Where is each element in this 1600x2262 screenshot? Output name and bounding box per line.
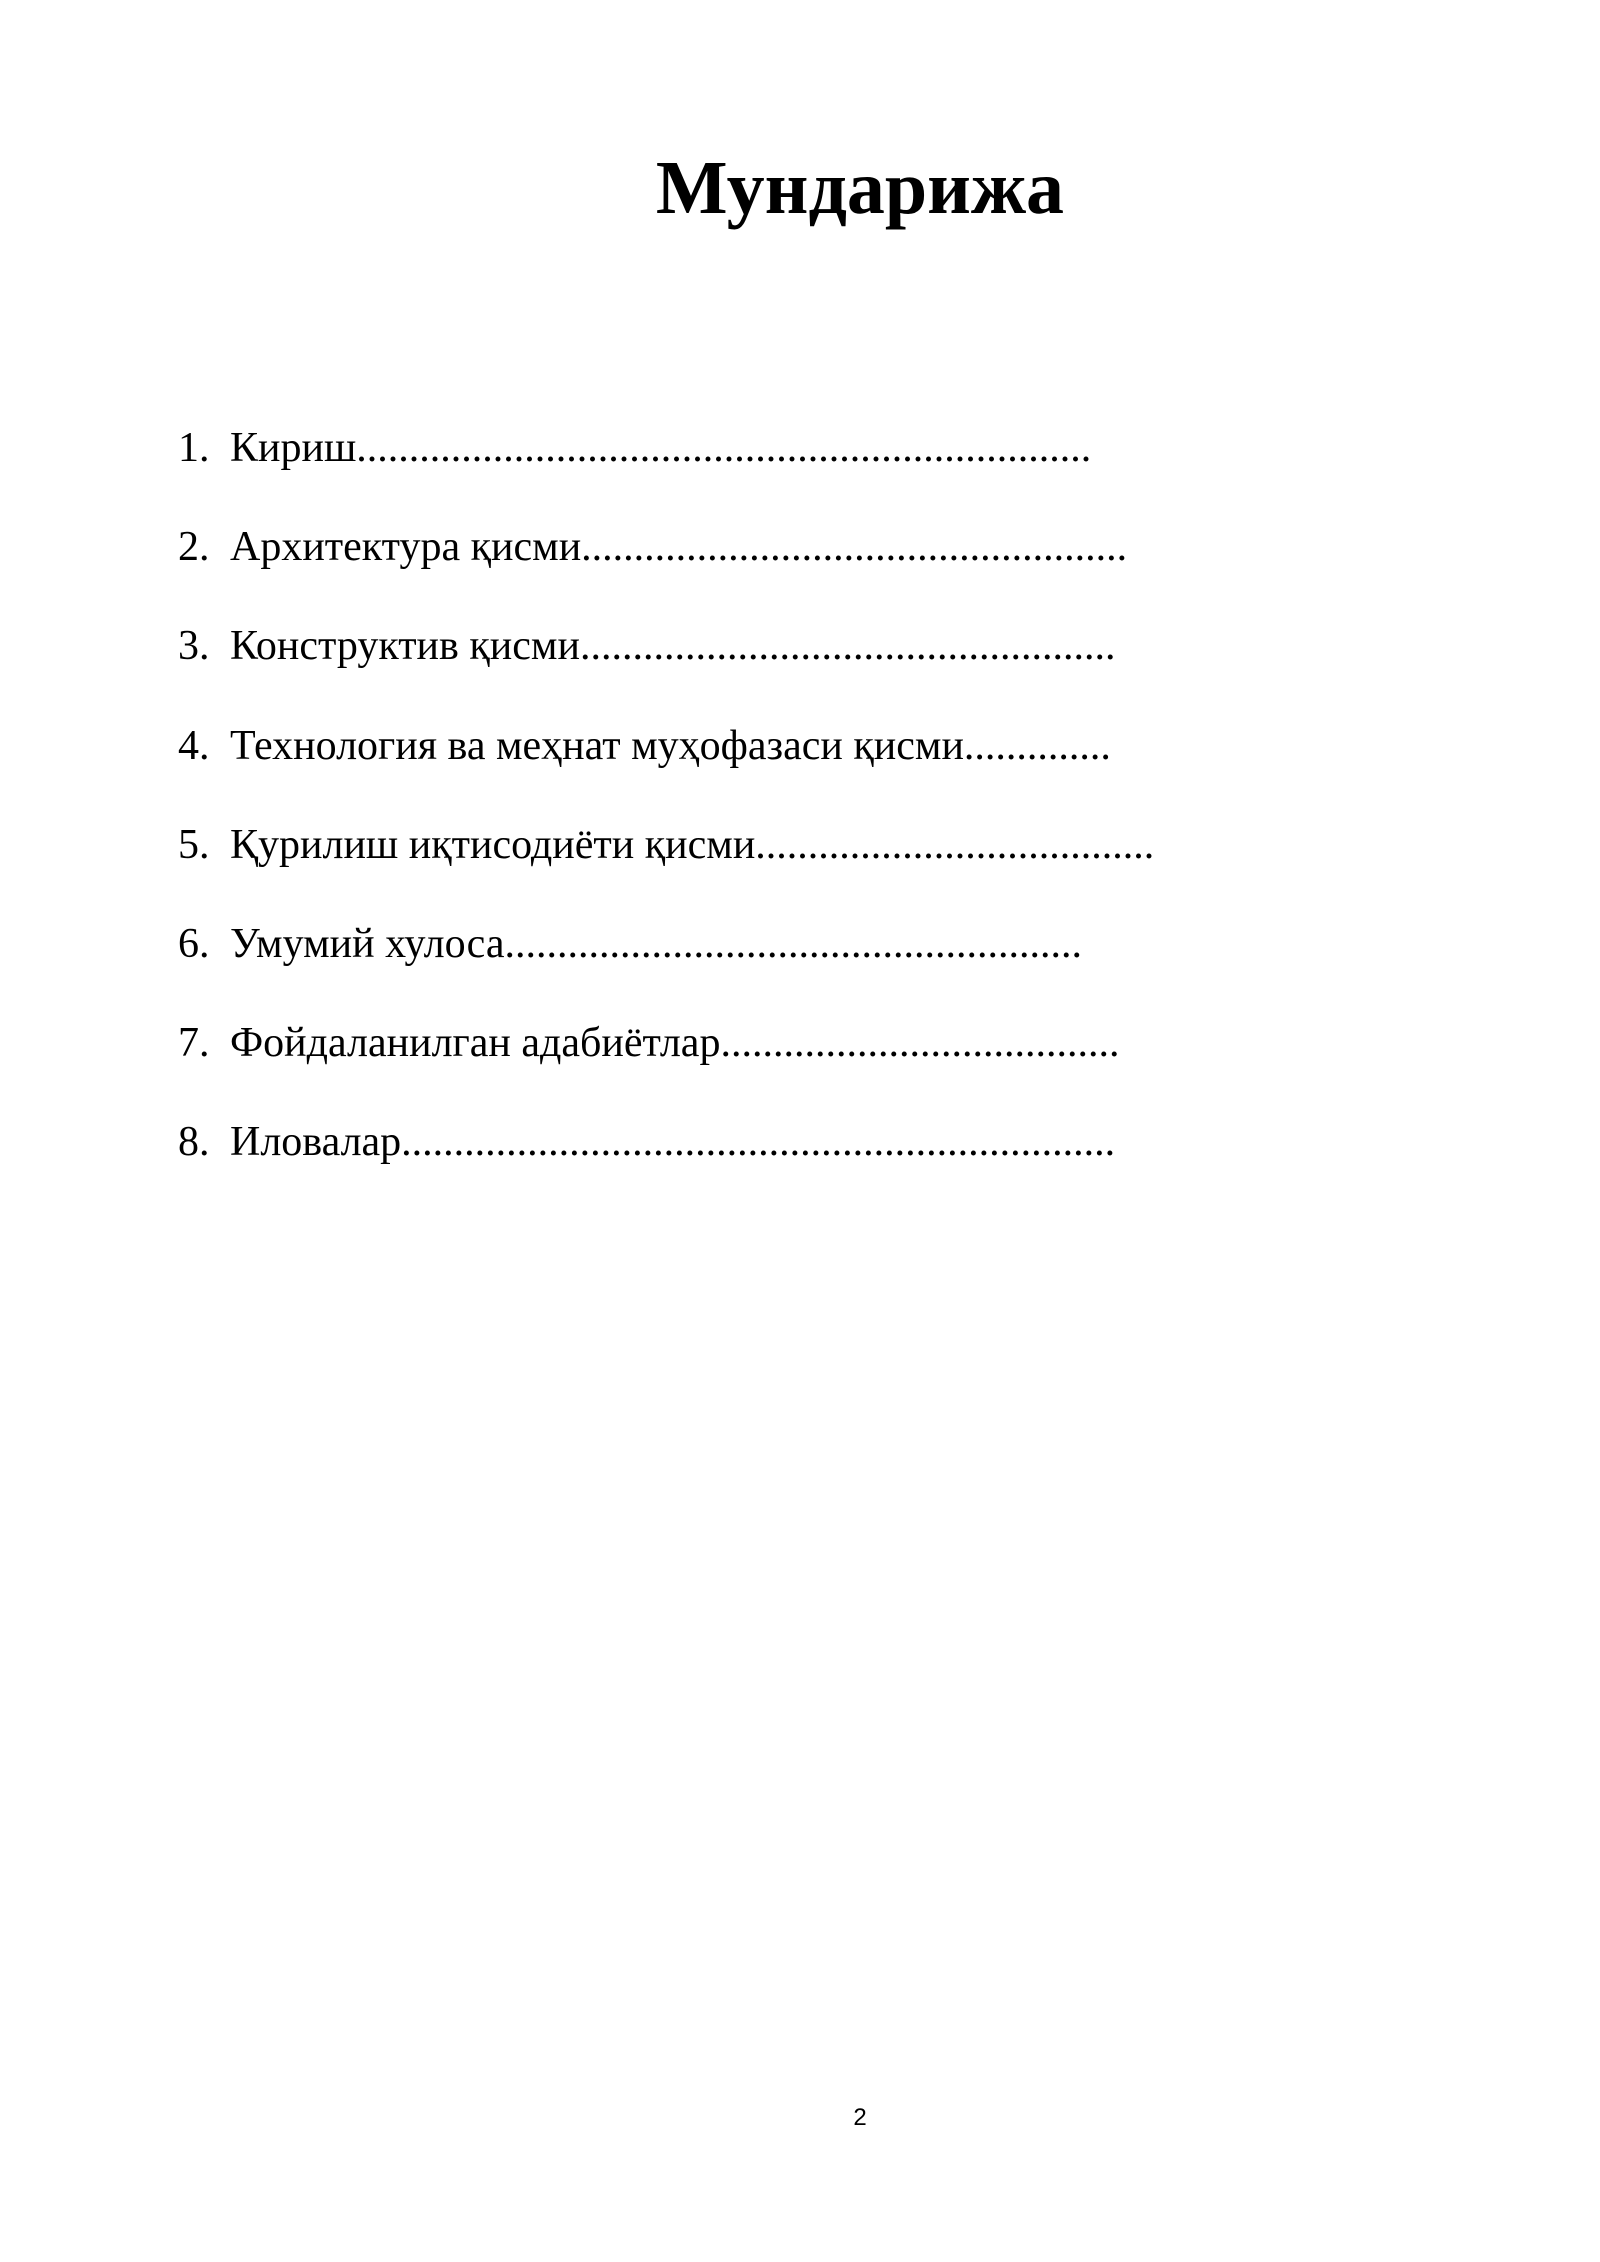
toc-item-number: 5. (178, 821, 210, 868)
toc-item-architecture[interactable] (178, 517, 1428, 616)
page-title: Мундарижа (655, 146, 1065, 230)
toc-item-label: Технология ва меҳнат муҳофазаси қисми.............. (230, 722, 1111, 769)
toc-item-label: Архитектура қисми.................................................... (230, 524, 1128, 571)
toc-item-number: 7. (178, 1020, 210, 1067)
toc-item-label: Умумий хулоса....................................................... (230, 920, 1082, 967)
toc-item-number: 8. (178, 1119, 210, 1166)
toc-item-number: 3. (178, 623, 210, 670)
toc-item-introduction[interactable] (178, 418, 1428, 517)
table-of-contents (178, 418, 1428, 1212)
toc-item-number: 2. (178, 524, 210, 571)
toc-item-label: Қурилиш иқтисодиёти қисми...................................... (230, 821, 1155, 868)
toc-item-economics[interactable] (178, 815, 1428, 914)
toc-item-technology[interactable] (178, 716, 1428, 815)
toc-item-label: Конструктив қисми................................................... (230, 623, 1116, 670)
toc-item-construction[interactable] (178, 616, 1428, 715)
toc-item-conclusion[interactable] (178, 914, 1428, 1013)
toc-item-references[interactable] (178, 1013, 1428, 1112)
toc-item-label: Кириш...................................................................... (230, 425, 1092, 471)
page-number: 2 (853, 2104, 867, 2131)
toc-item-number: 4. (178, 722, 210, 769)
toc-item-label: Иловалар.................................................................... (230, 1119, 1116, 1166)
toc-item-number: 6. (178, 920, 210, 967)
toc-item-number: 1. (178, 425, 210, 471)
toc-item-label: Фойдаланилган адабиётлар...................................... (230, 1020, 1120, 1067)
toc-item-appendices[interactable] (178, 1112, 1428, 1211)
